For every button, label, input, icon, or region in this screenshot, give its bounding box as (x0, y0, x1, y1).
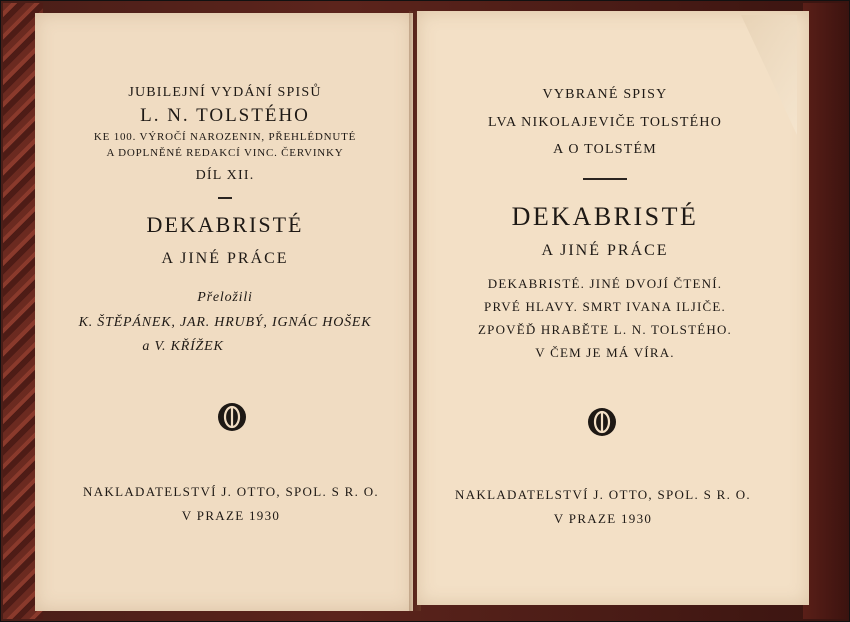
left-publisher: NAKLADATELSTVÍ J. OTTO, SPOL. S R. O. (83, 484, 379, 499)
left-translators-line1: K. ŠTĚPÁNEK, JAR. HRUBÝ, IGNÁC HOŠEK (78, 315, 372, 330)
left-place-year: V PRAZE 1930 (181, 508, 281, 523)
left-subtitle: A JINÉ PRÁCE (161, 250, 289, 267)
right-series-line2: LVA NIKOLAJEVIČE TOLSTÉHO (487, 115, 723, 130)
right-title-page (417, 11, 809, 605)
cover-back-edge (803, 3, 847, 619)
left-volume: DÍL XII. (195, 168, 255, 183)
publisher-logo-icon (217, 402, 247, 432)
left-note-line1: KE 100. VÝROČÍ NAROZENIN, PŘEHLÉDNUTÉ (93, 131, 357, 143)
left-title-page (35, 13, 413, 611)
right-contents-line4: V ČEM JE MÁ VÍRA. (535, 345, 675, 360)
publisher-logo-icon (587, 407, 617, 437)
right-contents-line3: ZPOVĚĎ HRABĚTE L. N. TOLSTÉHO. (478, 322, 732, 337)
right-title: DEKABRISTÉ (511, 202, 699, 231)
left-series-line2: L. N. TOLSTÉHO (140, 105, 310, 126)
right-series-line1: VYBRANÉ SPISY (542, 87, 668, 102)
right-publisher: NAKLADATELSTVÍ J. OTTO, SPOL. S R. O. (455, 487, 751, 502)
right-subtitle: A JINÉ PRÁCE (541, 242, 669, 259)
left-divider (218, 197, 232, 199)
right-series-line3: A O TOLSTÉM (553, 142, 657, 157)
right-divider (583, 178, 627, 180)
right-place-year: V PRAZE 1930 (553, 511, 653, 526)
left-translators-intro: Přeložili (197, 290, 253, 305)
right-contents-line1: DEKABRISTÉ. JINÉ DVOJÍ ČTENÍ. (487, 276, 723, 291)
left-translators-line2: a V. KŘÍŽEK (142, 339, 224, 354)
left-note-line2: A DOPLNĚNÉ REDAKCÍ VINC. ČERVINKY (106, 147, 344, 159)
right-contents-line2: PRVÉ HLAVY. SMRT IVANA ILJIČE. (484, 299, 726, 314)
left-title: DEKABRISTÉ (146, 212, 304, 237)
left-series-line1: JUBILEJNÍ VYDÁNÍ SPISŮ (128, 85, 322, 100)
